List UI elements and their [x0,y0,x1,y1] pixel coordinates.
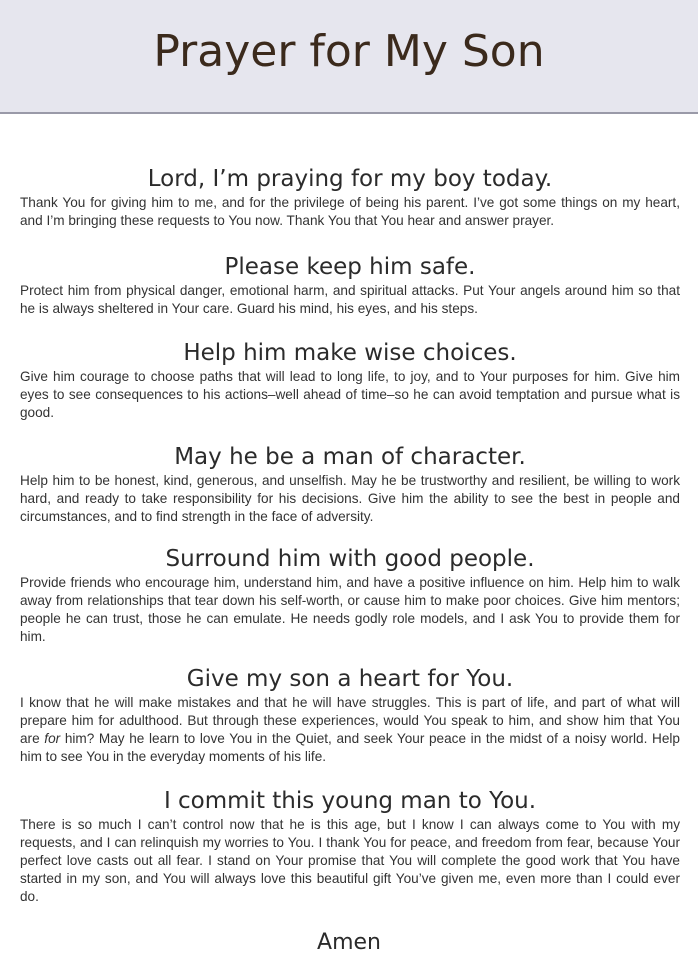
section-character [20,442,680,526]
section-heading: Lord, I’m praying for my boy today. [147,166,553,192]
section-commit [20,786,680,906]
closing-amen: Amen [317,930,381,955]
section-heart-for-you [20,664,680,766]
page-title: Prayer for My Son [153,26,545,77]
section-body: Provide friends who encourage him, understand him, and have a positive influence on him. Help him to walk away from relationships that tear down his self-worth, or cause him to make poor choices. Give him mentors; people he can trust, those he can emulate. He needs godly role models, and I ask You to provide them for him. [20,575,680,644]
section-keep-safe [20,252,680,318]
section-body: Give him courage to choose paths that will lead to long life, to joy, and to Your purposes for him. Give him eyes to see consequences to his actions–well ahead of time–so he can avoid temptation and pursue what is good. [20,369,680,420]
emphasis-text: for [44,731,61,746]
title-banner [0,0,698,114]
section-heading: Give my son a heart for You. [186,666,514,692]
section-praying-today [20,164,680,230]
section-body: Protect him from physical danger, emotional harm, and spiritual attacks. Put Your angels around him so that he is always sheltered in Your care. Guard his mind, his eyes, and his steps. [20,283,680,316]
section-heading: Please keep him safe. [224,254,476,280]
section-heading: Help him make wise choices. [183,340,517,366]
section-body: There is so much I can’t control now that he is this age, but I know I can always come to You with my requests, and I can relinquish my worries to You. I thank You for peace, and freedom from fear, because Your perfect love casts out all fear. I stand on Your promise that You will complete the good work that You have started in my son, and You will always love this beautiful gift You’ve given me, even more than I could ever do. [20,817,680,904]
section-wise-choices [20,338,680,422]
section-heading: Surround him with good people. [165,546,535,572]
body-text: him? May he learn to love You in the Quiet, and seek Your peace in the midst of a noisy world. Help him to see You in the everyday moments of his life. [20,731,680,764]
section-body [20,694,680,766]
section-body: Help him to be honest, kind, generous, and unselfish. May he be trustworthy and resilient, be willing to work hard, and ready to take responsibility for his decisions. Give him the ability to see the best in people and circumstances, and to find strength in the face of adversity. [20,473,680,524]
section-heading: I commit this young man to You. [163,788,537,814]
prayer-content [20,164,680,906]
section-good-people [20,544,680,646]
body-text: I know that he will make mistakes and that he will have struggles. This is part of life, and part of what will prepare him for adulthood. But through these experiences, would You speak to him, and show him that You are [20,695,680,746]
section-heading: May he be a man of character. [174,444,526,470]
section-body: Thank You for giving him to me, and for the privilege of being his parent. I’ve got some things on my heart, and I’m bringing these requests to You now. Thank You that You hear and answer prayer. [20,195,680,228]
